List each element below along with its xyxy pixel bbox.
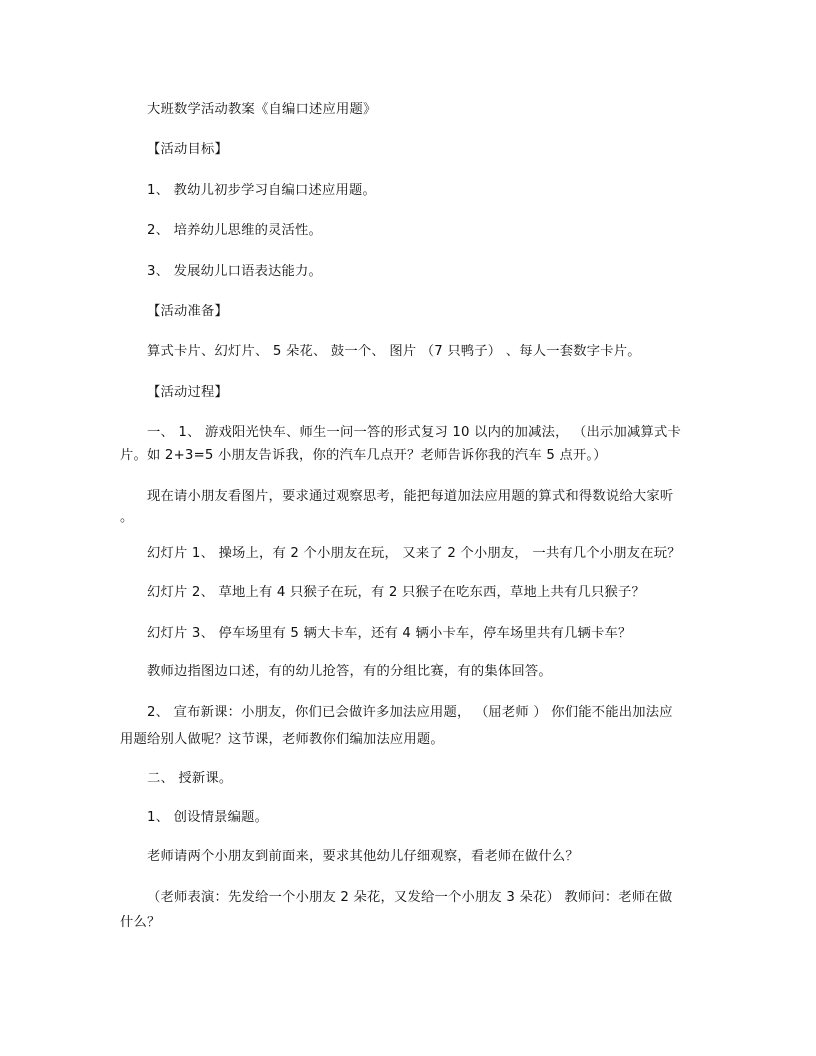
paragraph-1-line-2: 片。如 2+3=5 小朋友告诉我，你的汽车几点开？老师告诉你我的汽车 5 点开。） [120, 448, 607, 463]
paragraph-6-line-1: （老师表演：先发给一个小朋友 2 朵花，又发给一个小朋友 3 朵花） 教师问：老师在做 [147, 890, 673, 905]
goal-item-1: 1、 教幼儿初步学习自编口述应用题。 [147, 183, 377, 198]
process-heading: 【活动过程】 [147, 385, 228, 400]
prep-text: 算式卡片、幻灯片、 5 朵花、 鼓一个、 图片 （7 只鸭子） 、每人一套数字卡片。 [147, 344, 641, 359]
goal-item-2: 2、 培养幼儿思维的灵活性。 [147, 223, 323, 238]
slide-item-1: 幻灯片 1、 操场上，有 2 个小朋友在玩， 又来了 2 个小朋友， 一共有几个小朋友在玩？ [147, 546, 681, 561]
section-2-heading: 二、 授新课。 [147, 771, 233, 786]
prep-heading: 【活动准备】 [147, 304, 228, 319]
paragraph-2-line-2: 。 [120, 510, 134, 525]
document-title: 大班数学活动教案《自编口述应用题》 [147, 102, 377, 117]
goal-item-3: 3、 发展幼儿口语表达能力。 [147, 264, 323, 279]
paragraph-5: 老师请两个小朋友到前面来，要求其他幼儿仔细观察，看老师在做什么？ [147, 849, 579, 864]
paragraph-3: 教师边指图边口述，有的幼儿抢答，有的分组比赛，有的集体回答。 [147, 664, 552, 679]
paragraph-6-line-2: 什么？ [120, 915, 161, 930]
paragraph-4-line-1: 2、 宣布新课：小朋友，你们已会做许多加法应用题， （屈老师 ） 你们能不能出加法应 [147, 705, 673, 720]
slide-item-2: 幻灯片 2、 草地上有 4 只猴子在玩，有 2 只猴子在吃东西，草地上共有几只猴子？ [147, 585, 645, 600]
paragraph-2-line-1: 现在请小朋友看图片，要求通过观察思考，能把每道加法应用题的算式和得数说给大家听 [147, 489, 674, 504]
goals-heading: 【活动目标】 [147, 142, 228, 157]
subsection-1-heading: 1、 创设情景编题。 [147, 810, 269, 825]
slide-item-3: 幻灯片 3、 停车场里有 5 辆大卡车，还有 4 辆小卡车，停车场里共有几辆卡车？ [147, 626, 632, 641]
paragraph-4-line-2: 用题给别人做呢？这节课，老师教你们编加法应用题。 [120, 732, 444, 747]
paragraph-1-line-1: 一、 1、 游戏阳光快车、师生一问一答的形式复习 10 以内的加减法， （出示加减算式卡 [147, 425, 681, 440]
